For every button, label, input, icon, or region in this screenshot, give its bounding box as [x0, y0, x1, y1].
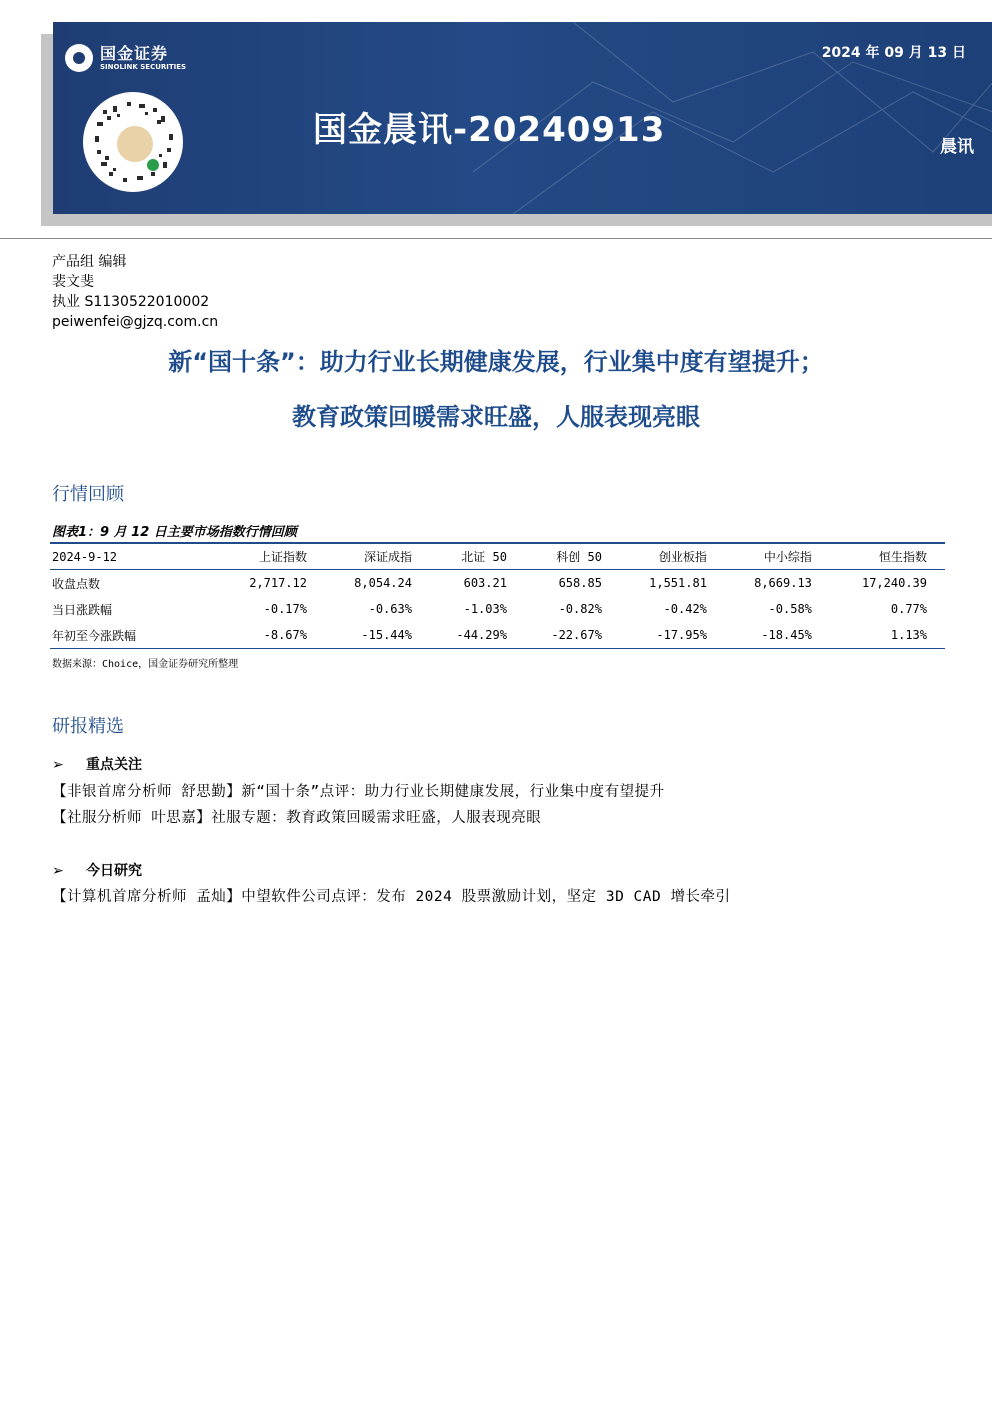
report-title: 国金晨讯-20240913	[313, 110, 666, 150]
arrow-bullet-icon: ➢	[52, 757, 64, 773]
header-banner	[53, 22, 992, 214]
research-section-title: 研报精选	[52, 716, 124, 737]
table-cell: -22.67%	[525, 622, 620, 649]
report-link[interactable]: 【社服分析师 叶思嘉】社服专题：教育政策回暖需求旺盛，人服表现亮眼	[52, 810, 542, 826]
table-cell: -8.67%	[220, 622, 325, 649]
mini-program-qr-code	[83, 92, 183, 192]
table-cell: 17,240.39	[861, 576, 927, 590]
table-row	[50, 596, 945, 622]
table-cell: -0.42%	[663, 602, 707, 616]
focus-title: 重点关注	[86, 757, 142, 773]
header-cell: 深证成指	[325, 543, 430, 570]
table-cell: 1.13%	[830, 622, 945, 649]
table-cell: 8,669.13	[754, 576, 812, 590]
header-cell: 恒生指数	[830, 543, 945, 570]
brand-logo	[65, 44, 186, 72]
today-title: 今日研究	[86, 863, 142, 879]
editor-name: 裴文斐	[52, 274, 94, 290]
table-cell: 0.77%	[890, 602, 927, 616]
focus-subheading	[52, 754, 142, 774]
editor-group: 产品组 编辑	[52, 254, 127, 270]
headline-line-2: 教育政策回暖需求旺盛，人服表现亮眼	[292, 403, 700, 431]
header-divider	[0, 238, 992, 239]
table-cell: -17.95%	[620, 622, 725, 649]
header-cell: 科创 50	[525, 543, 620, 570]
data-source-note: 数据来源：Choice，国金证券研究所整理	[52, 659, 239, 670]
editor-license: 执业 S1130522010002	[52, 294, 210, 310]
table-cell: -0.17%	[263, 602, 307, 616]
row-label: 收盘点数	[52, 576, 101, 591]
today-subheading	[52, 860, 142, 880]
table-header-row	[50, 543, 945, 570]
logo-mark-icon	[65, 44, 93, 72]
header-cell: 中小综指	[725, 543, 830, 570]
headline-line-1: 新“国十条”：助力行业长期健康发展，行业集中度有望提升；	[168, 348, 824, 376]
report-link[interactable]: 【非银首席分析师 舒思勤】新“国十条”点评：助力行业长期健康发展，行业集中度有望提升	[52, 784, 665, 800]
header-cell: 北证 50	[430, 543, 525, 570]
header-cell: 创业板指	[620, 543, 725, 570]
row-label: 年初至今涨跌幅	[50, 622, 220, 649]
table-row	[50, 622, 945, 649]
table-cell: 1,551.81	[649, 576, 707, 590]
editor-email[interactable]: peiwenfei@gjzq.com.cn	[52, 314, 219, 330]
report-link[interactable]: 【计算机首席分析师 孟灿】中望软件公司点评：发布 2024 股票激励计划，坚定 3D CAD 增长牵引	[52, 889, 731, 905]
arrow-bullet-icon: ➢	[52, 863, 64, 879]
table-cell: -1.03%	[463, 602, 507, 616]
table-caption: 图表1：9 月 12 日主要市场指数行情回顾	[52, 525, 297, 540]
logo-name-en: SINOLINK SECURITIES	[100, 62, 187, 71]
header-cell: 上证指数	[220, 543, 325, 570]
table-cell: -18.45%	[725, 622, 830, 649]
table-cell: -0.58%	[768, 602, 812, 616]
report-type-tag: 晨讯	[940, 137, 974, 157]
table-cell: 603.21	[463, 576, 507, 590]
market-section-title: 行情回顾	[52, 484, 124, 505]
table-row	[50, 570, 945, 597]
market-index-table	[50, 542, 945, 649]
table-cell: 658.85	[558, 576, 602, 590]
editor-info	[52, 252, 218, 332]
table-cell: -15.44%	[325, 622, 430, 649]
header-cell-date: 2024-9-12	[50, 543, 220, 570]
report-date: 2024 年 09 月 13 日	[821, 45, 966, 61]
table-cell: -0.82%	[558, 602, 602, 616]
qr-center-logo	[115, 124, 155, 164]
table-cell: -44.29%	[430, 622, 525, 649]
table-cell: 8,054.24	[354, 576, 412, 590]
logo-name-cn: 国金证券	[100, 43, 169, 63]
table-cell: -0.63%	[368, 602, 412, 616]
table-cell: 2,717.12	[249, 576, 307, 590]
row-label: 当日涨跌幅	[52, 602, 113, 617]
